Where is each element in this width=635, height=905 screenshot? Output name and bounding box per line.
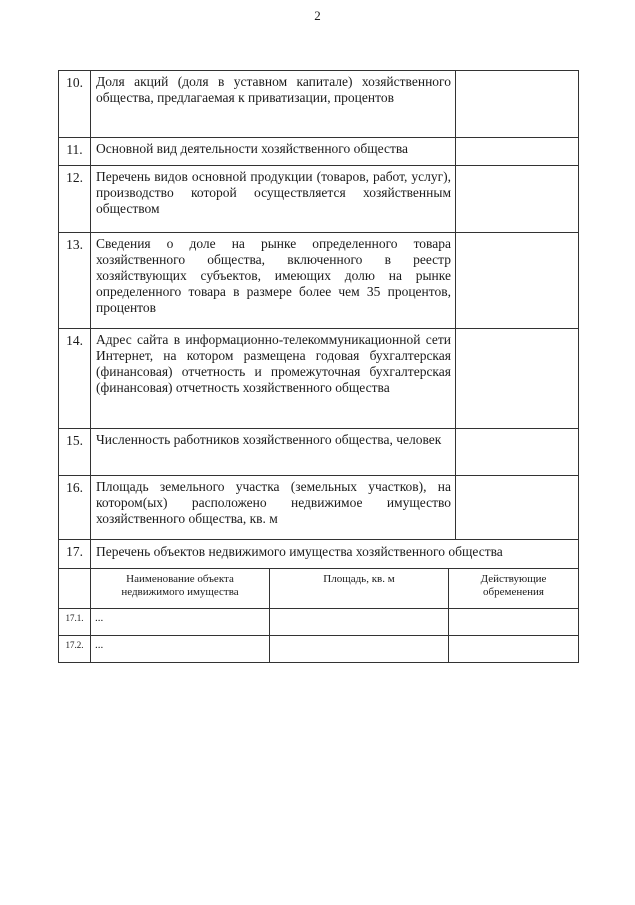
- value-cell[interactable]: [456, 166, 579, 233]
- row-number: 17.1.: [59, 609, 91, 636]
- property-subtable: [58, 568, 579, 663]
- header-area: Площадь, кв. м: [270, 569, 449, 609]
- table-row: [59, 71, 579, 138]
- row-number: 13.: [59, 233, 91, 329]
- row-description: Площадь земельного участка (земельных участков), на котором(ых) расположено недвижимое имущество хозяйственного общества, кв. м: [91, 476, 456, 540]
- row-number: 17.2.: [59, 636, 91, 663]
- row-description: Основной вид деятельности хозяйственного общества: [91, 138, 456, 166]
- value-cell[interactable]: [456, 329, 579, 429]
- row-number: 15.: [59, 429, 91, 476]
- row-number: 12.: [59, 166, 91, 233]
- area-cell[interactable]: [270, 636, 449, 663]
- row-number: 17.: [59, 540, 91, 569]
- area-cell[interactable]: [270, 609, 449, 636]
- value-cell[interactable]: [456, 138, 579, 166]
- row-number: 16.: [59, 476, 91, 540]
- row-description: Численность работников хозяйственного общества, человек: [91, 429, 456, 476]
- table-row: [59, 476, 579, 540]
- header-encumbrance: Действующие обременения: [449, 569, 579, 609]
- table-row: [59, 329, 579, 429]
- row-description: Доля акций (доля в уставном капитале) хозяйственного общества, предлагаемая к приватизации, процентов: [91, 71, 456, 138]
- form-sheet: [58, 70, 578, 663]
- table-row: [59, 166, 579, 233]
- subtable-header-row: [59, 569, 579, 609]
- row-description: Перечень видов основной продукции (товаров, работ, услуг), производство которой осуществляется хозяйственным обществом: [91, 166, 456, 233]
- row-number: 10.: [59, 71, 91, 138]
- value-cell[interactable]: [456, 476, 579, 540]
- object-name-cell[interactable]: ...: [91, 609, 270, 636]
- table-row: [59, 609, 579, 636]
- table-row: [59, 636, 579, 663]
- table-row: [59, 233, 579, 329]
- row-description: Адрес сайта в информационно-телекоммуникационной сети Интернет, на котором размещена годовая бухгалтерская (финансовая) отчетность и промежуточная бухгалтерская (финансовая) отчетность хозяйственного общества: [91, 329, 456, 429]
- value-cell[interactable]: [456, 71, 579, 138]
- value-cell[interactable]: [456, 233, 579, 329]
- table-row: [59, 429, 579, 476]
- row-number: 14.: [59, 329, 91, 429]
- table-row-17: [59, 540, 579, 569]
- row-description: Перечень объектов недвижимого имущества хозяйственного общества: [91, 540, 579, 569]
- header-object-name: Наименование объекта недвижимого имущества: [91, 569, 270, 609]
- encumbrance-cell[interactable]: [449, 636, 579, 663]
- row-description: Сведения о доле на рынке определенного товара хозяйственного общества, включенного в реестр хозяйствующих субъектов, имеющих долю на рынке определенного товара в размере более чем 35 процентов, процентов: [91, 233, 456, 329]
- page-number: 2: [314, 8, 321, 23]
- info-table: [58, 70, 579, 569]
- table-row: [59, 138, 579, 166]
- value-cell[interactable]: [456, 429, 579, 476]
- encumbrance-cell[interactable]: [449, 609, 579, 636]
- object-name-cell[interactable]: ...: [91, 636, 270, 663]
- row-number: 11.: [59, 138, 91, 166]
- empty-cell: [59, 569, 91, 609]
